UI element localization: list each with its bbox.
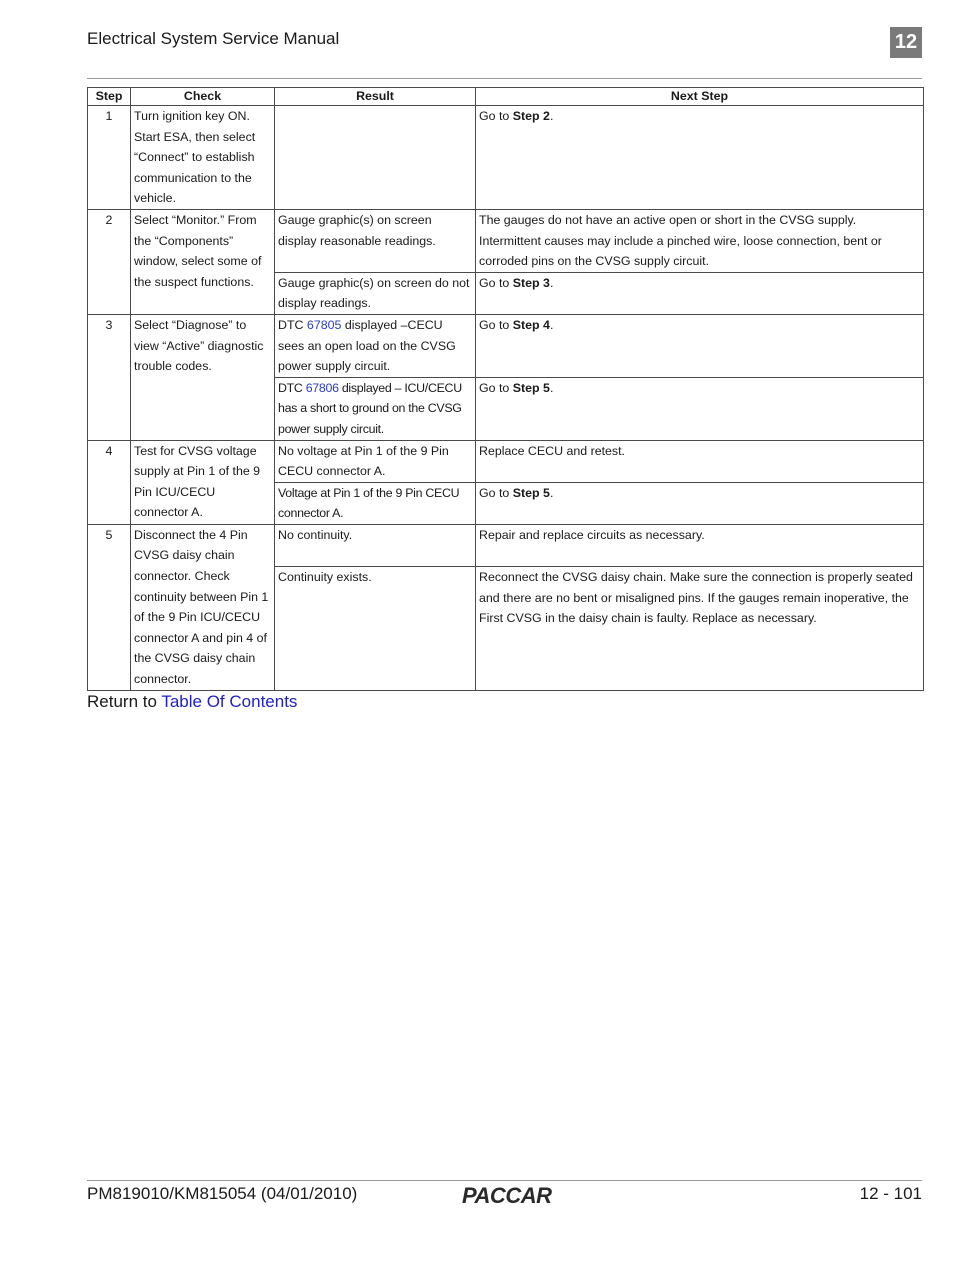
result-cell <box>275 106 476 210</box>
next-step-cell <box>476 482 924 524</box>
step-number: 4 <box>88 440 131 524</box>
footer-divider <box>87 1180 922 1181</box>
dtc-code-link[interactable]: 67805 <box>306 317 342 332</box>
page-number: 12 - 101 <box>859 1184 922 1203</box>
result-cell: Voltage at Pin 1 of the 9 Pin CECU connector A. <box>275 482 476 524</box>
next-step-punct: . <box>549 275 554 290</box>
result-cell: No voltage at Pin 1 of the 9 Pin CECU connector A. <box>275 440 476 482</box>
result-text: displayed – ICU/CECU has a short to ground on the CVSG power supply circuit. <box>278 380 462 436</box>
next-step-text: Go to <box>479 485 513 500</box>
table-row <box>88 314 924 377</box>
table-header-row <box>88 88 924 106</box>
result-cell: No continuity. <box>275 524 476 566</box>
next-step-text: Go to <box>479 317 513 332</box>
diagnostic-table <box>87 87 924 691</box>
next-step-punct: . <box>549 485 554 500</box>
check-cell: Turn ignition key ON. Start ESA, then select “Connect” to establish communication to the vehicle. <box>131 106 275 210</box>
svg-text:PACCAR: PACCAR <box>462 1183 552 1208</box>
check-cell: Select “Monitor.” From the “Components” window, select some of the suspect functions. <box>131 209 275 314</box>
step-number: 1 <box>88 106 131 210</box>
result-cell: Gauge graphic(s) on screen display reasonable readings. <box>275 209 476 272</box>
check-cell: Select “Diagnose” to view “Active” diagnostic trouble codes. <box>131 314 275 440</box>
next-step-link: Step 5 <box>512 380 550 395</box>
table-row <box>88 209 924 272</box>
document-id: PM819010/KM815054 (04/01/2010) <box>87 1184 358 1203</box>
result-cell: Continuity exists. <box>275 567 476 690</box>
next-step-cell: The gauges do not have an active open or short in the CVSG supply. Intermittent causes may include a pinched wire, loose connection, bent or corroded pins on the CVSG supply circuit. <box>476 209 924 272</box>
next-step-link: Step 3 <box>512 275 550 290</box>
column-header-step: Step <box>88 88 131 106</box>
next-step-text: Go to <box>479 380 513 395</box>
step-number: 5 <box>88 524 131 690</box>
next-step-punct: . <box>549 380 554 395</box>
table-row <box>88 440 924 482</box>
header-divider <box>87 78 922 79</box>
next-step-link: Step 4 <box>512 317 550 332</box>
return-prefix: Return to <box>87 692 162 711</box>
check-cell: Disconnect the 4 Pin CVSG daisy chain connector. Check continuity between Pin 1 of the 9 Pin ICU/CECU connector A and pin 4 of the CVSG daisy chain connector. <box>131 524 275 690</box>
chapter-badge: 12 <box>890 27 922 58</box>
step-number: 3 <box>88 314 131 440</box>
next-step-link: Step 5 <box>512 485 550 500</box>
result-cell: Gauge graphic(s) on screen do not display readings. <box>275 272 476 314</box>
column-header-result: Result <box>275 88 476 106</box>
result-text: DTC <box>278 317 307 332</box>
next-step-link: Step 2 <box>512 109 550 123</box>
header-title: Electrical System Service Manual <box>87 29 340 48</box>
step-number: 2 <box>88 209 131 314</box>
next-step-cell <box>476 377 924 440</box>
table-row <box>88 524 924 566</box>
result-text: DTC <box>278 380 306 395</box>
dtc-code-link[interactable]: 67806 <box>305 380 339 395</box>
column-header-next-step: Next Step <box>476 88 924 106</box>
next-step-punct: . <box>549 109 554 123</box>
next-step-cell: Repair and replace circuits as necessary. <box>476 524 924 566</box>
paccar-logo <box>460 1182 568 1208</box>
next-step-text: Go to <box>479 275 513 290</box>
next-step-punct: . <box>549 317 554 332</box>
next-step-cell <box>476 272 924 314</box>
column-header-check: Check <box>131 88 275 106</box>
next-step-cell <box>476 106 924 210</box>
result-text: displayed –CECU sees an open load on the CVSG power supply circuit. <box>278 317 456 374</box>
next-step-text: Go to <box>479 109 513 123</box>
next-step-cell <box>476 314 924 377</box>
return-to-toc <box>87 692 297 712</box>
next-step-cell: Reconnect the CVSG daisy chain. Make sure the connection is properly seated and there are no bent or misaligned pins. If the gauges remain inoperative, the First CVSG in the daisy chain is faulty. Replace as necessary. <box>476 567 924 690</box>
table-of-contents-link[interactable]: Table Of Contents <box>161 692 298 711</box>
result-cell <box>275 314 476 377</box>
table-row <box>88 106 924 210</box>
check-cell: Test for CVSG voltage supply at Pin 1 of the 9 Pin ICU/CECU connector A. <box>131 440 275 524</box>
result-cell <box>275 377 476 440</box>
next-step-cell: Replace CECU and retest. <box>476 440 924 482</box>
